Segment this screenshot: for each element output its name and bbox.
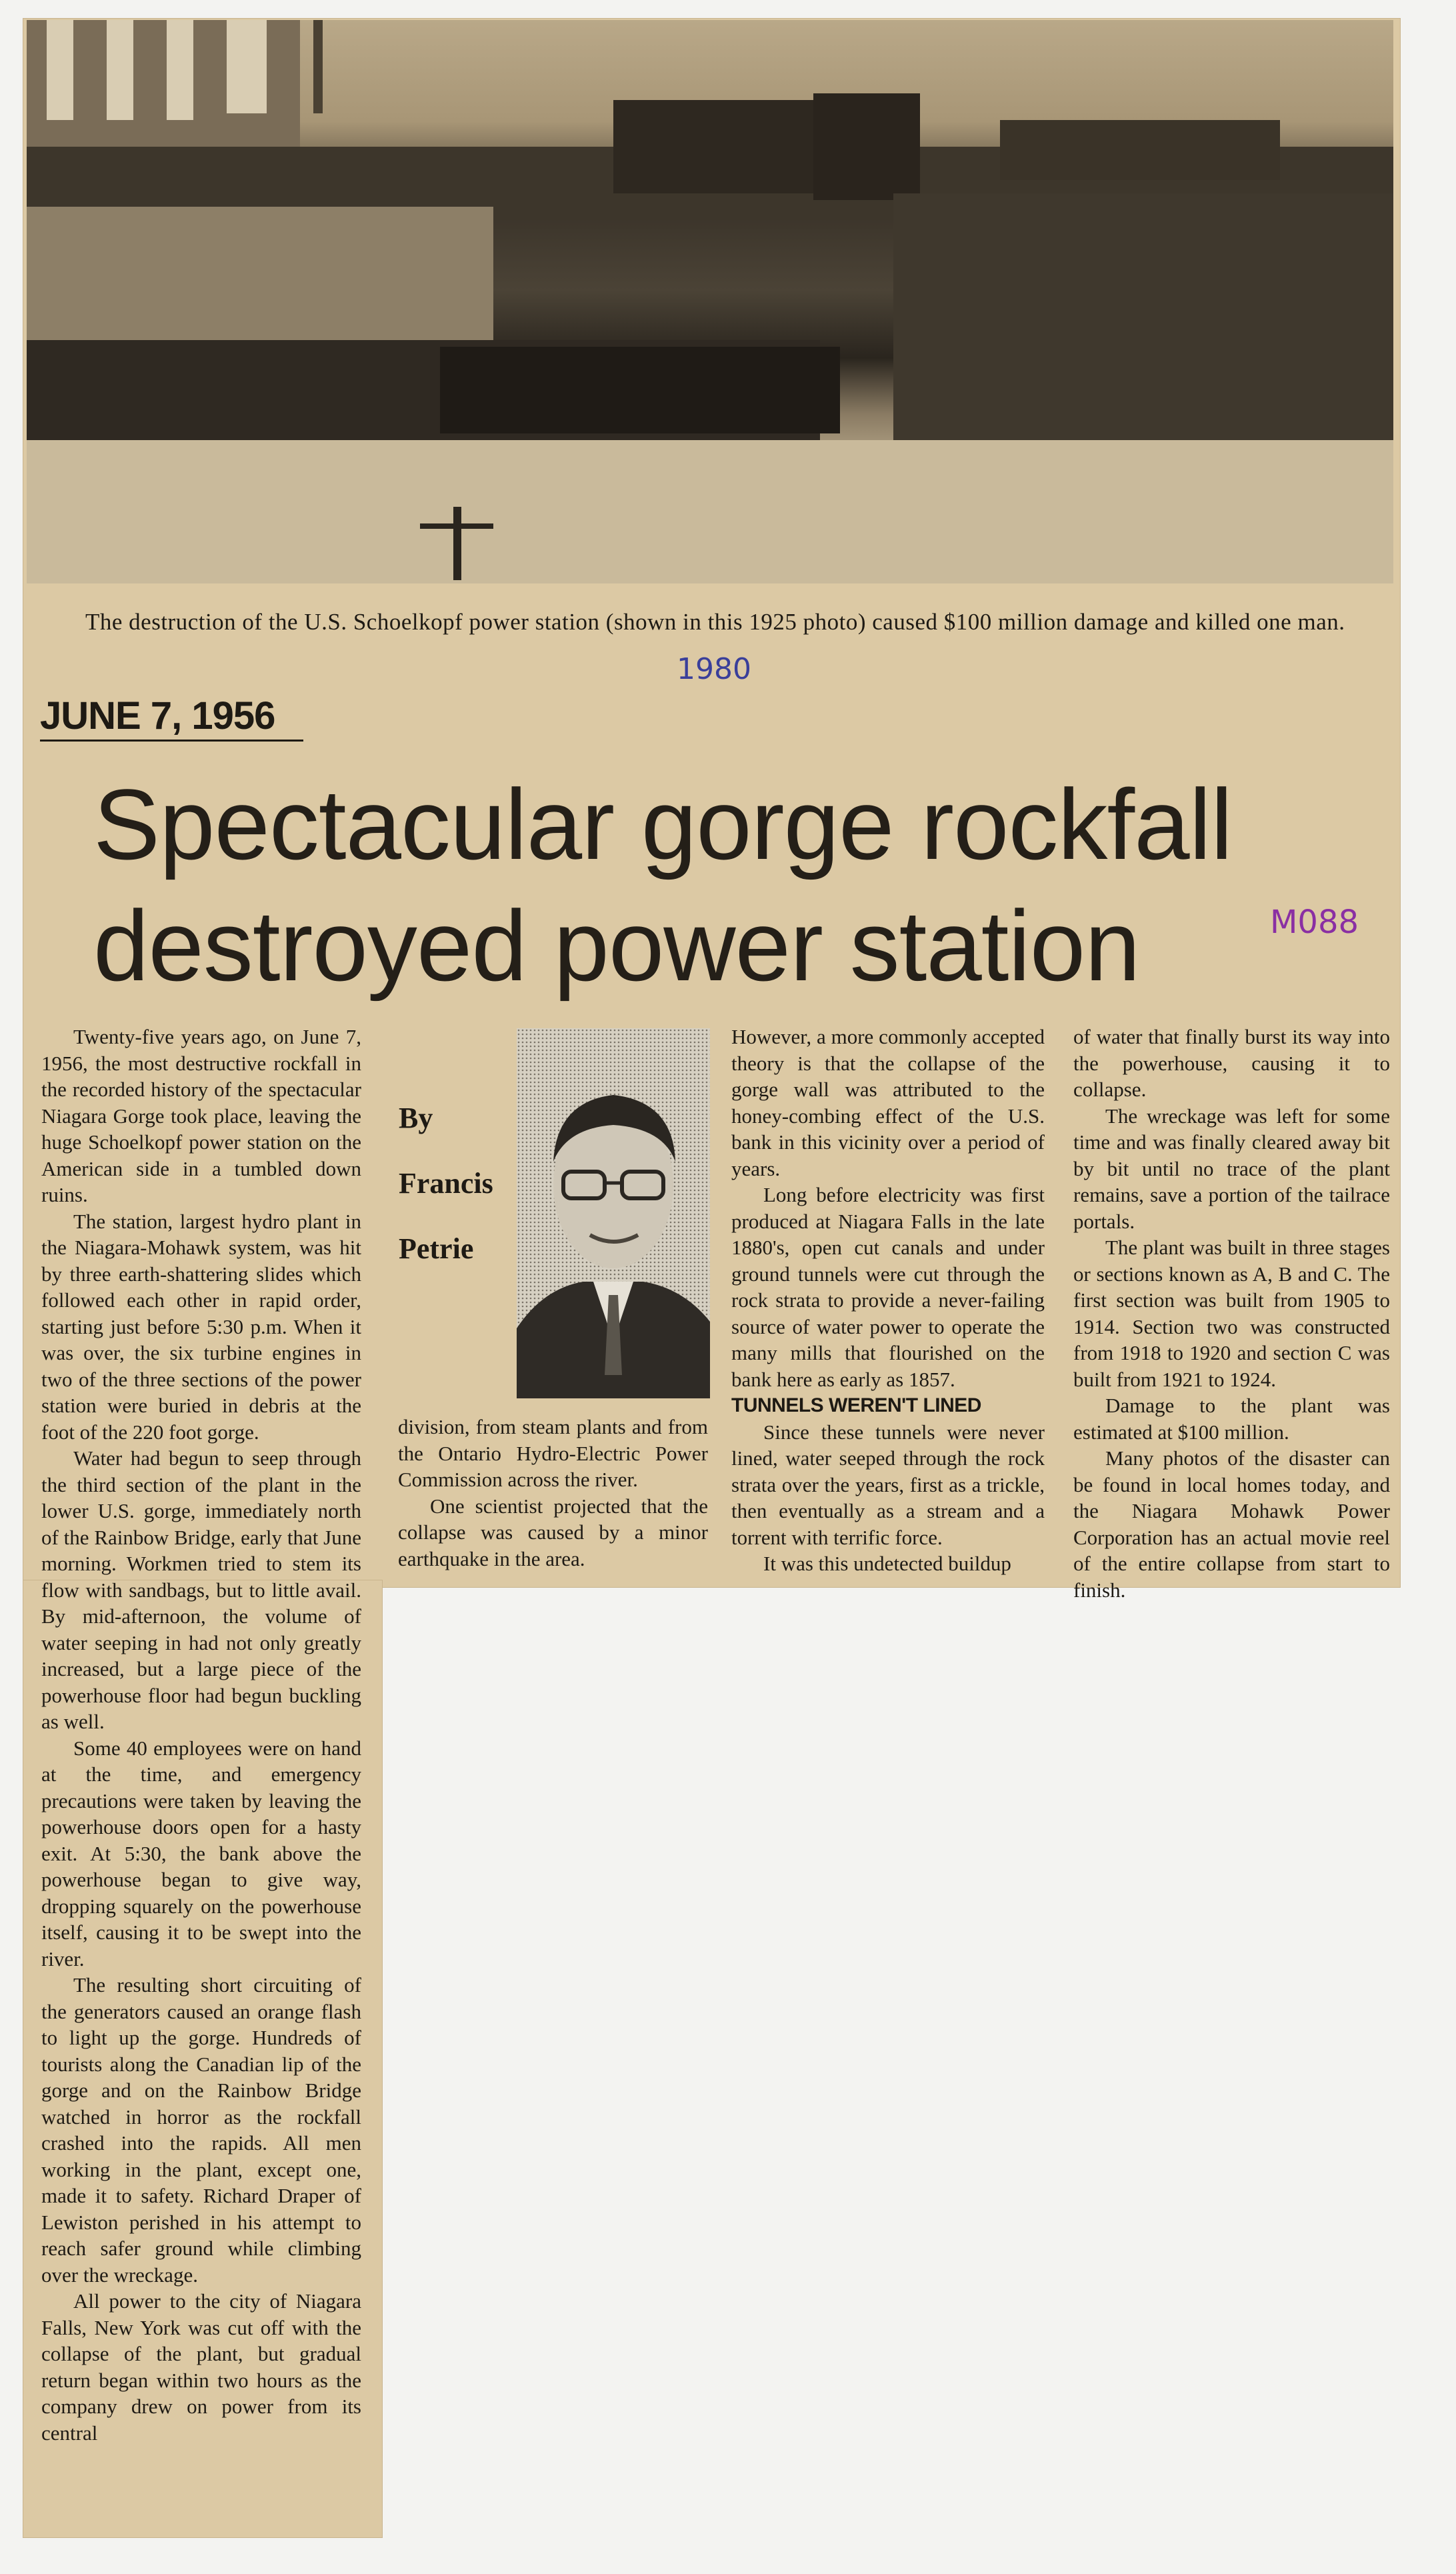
handwritten-archive-code: M088 [1270, 904, 1359, 941]
paragraph: Damage to the plant was estimated at $100 million. [1073, 1394, 1390, 1444]
paragraph: of water that finally burst its way into the powerhouse, causing it to collapse. [1073, 1025, 1390, 1101]
paragraph: It was this undetected buildup [763, 1552, 1011, 1575]
paragraph: Twenty-five years ago, on June 7, 1956, the most destructive rockfall in the recorded history of the spectacular Niagara Gorge took place, leaving the huge Schoelkopf power station on the American side in a tumbled down ruins. [41, 1025, 361, 1206]
paragraph: The station, largest hydro plant in the Niagara-Mohawk system, was hit by three earth-shattering slides which followed each other in rapid order, starting just before 5:30 p.m. When it was over, the six turbine engines in two of the three sections of the power station were buried in debris at the foot of the 220 foot gorge. [41, 1209, 361, 1444]
photo-caption: The destruction of the U.S. Schoelkopf power station (shown in this 1925 photo) caused $100 million damage and killed one man. [85, 609, 1345, 635]
byline-by: By [399, 1102, 433, 1134]
paragraph: However, a more commonly accepted theory is that the collapse of the gorge wall was attributed to the honey-combing effect of the U.S. bank in this vicinity over a period of years. [731, 1025, 1045, 1180]
paragraph: The wreckage was left for some time and was finally cleared away bit by bit until no trace of the plant remains, save a portion of the tailrace portals. [1073, 1104, 1390, 1233]
paragraph: The resulting short circuiting of the generators caused an orange flash to light up the gorge. Hundreds of tourists along the Canadian lip of the gorge and on the Rainbow Bridge watched in horror as the rockfall crashed into the rapids. All men working in the plant, except one, made it to safety. Richard Draper of Lewiston perished in his attempt to reach safer ground while climbing over the wreckage. [41, 1973, 361, 2287]
byline-last-name: Petrie [399, 1232, 474, 1265]
subheading: TUNNELS WEREN'T LINED [731, 1394, 981, 1416]
paragraph: Long before electricity was first produced at Niagara Falls in the late 1880's, open cut canals and under ground tunnels were cut through the rock strata to provide a never-failing source of water power to operate the many mills that flourished on the bank here as early as 1857. [731, 1183, 1045, 1391]
article-date: JUNE 7, 1956 [40, 694, 303, 742]
headline: Spectacular gorge rockfall destroyed power station [93, 768, 1233, 1002]
article-column-4 [1073, 1024, 1390, 1603]
article-column-1 [41, 1024, 361, 2446]
paragraph: Some 40 employees were on hand at the time, and emergency precautions were taken by leaving the powerhouse doors open for a hasty exit. At 5:30, the bank above the powerhouse began to give way, dropping squarely on the powerhouse itself, causing it to be swept into the river. [41, 1736, 361, 1971]
paragraph: Many photos of the disaster can be found in local homes today, and the Niagara Mohawk Power Corporation has an actual movie reel of the entire collapse from start to finish. [1073, 1446, 1390, 1602]
byline [399, 1086, 493, 1282]
paragraph: Since these tunnels were never lined, water seeped through the rock strata over the years, first as a trickle, then eventually as a stream and a torrent with terrific force. [731, 1420, 1045, 1549]
article-column-3 [731, 1024, 1045, 1577]
paragraph: One scientist projected that the collapse was caused by a minor earthquake in the area. [398, 1494, 708, 1570]
paragraph: The plant was built in three stages or sections known as A, B and C. The first section was built from 1905 to 1914. Section two was constructed from 1918 to 1920 and section C was built from 1921 to 1924. [1073, 1236, 1390, 1391]
power-station-photo [27, 20, 1393, 583]
paragraph: All power to the city of Niagara Falls, New York was cut off with the collapse of the plant, but gradual return began within two hours as the company drew on power from its central [41, 2289, 361, 2445]
paragraph: division, from steam plants and from the Ontario Hydro-Electric Power Commission across the river. [398, 1415, 708, 1491]
handwritten-year: 1980 [677, 652, 751, 686]
paragraph: Water had begun to seep through the third section of the plant in the lower U.S. gorge, immediately north of the Rainbow Bridge, early that June morning. Workmen tried to stem its flow with sandbags, but to little avail. By mid-afternoon, the volume of water seeping in had not only greatly increased, but a large piece of the powerhouse floor had begun buckling as well. [41, 1446, 361, 1733]
article-column-2 [398, 1414, 708, 1572]
byline-first-name: Francis [399, 1167, 493, 1200]
author-portrait [517, 1028, 710, 1398]
